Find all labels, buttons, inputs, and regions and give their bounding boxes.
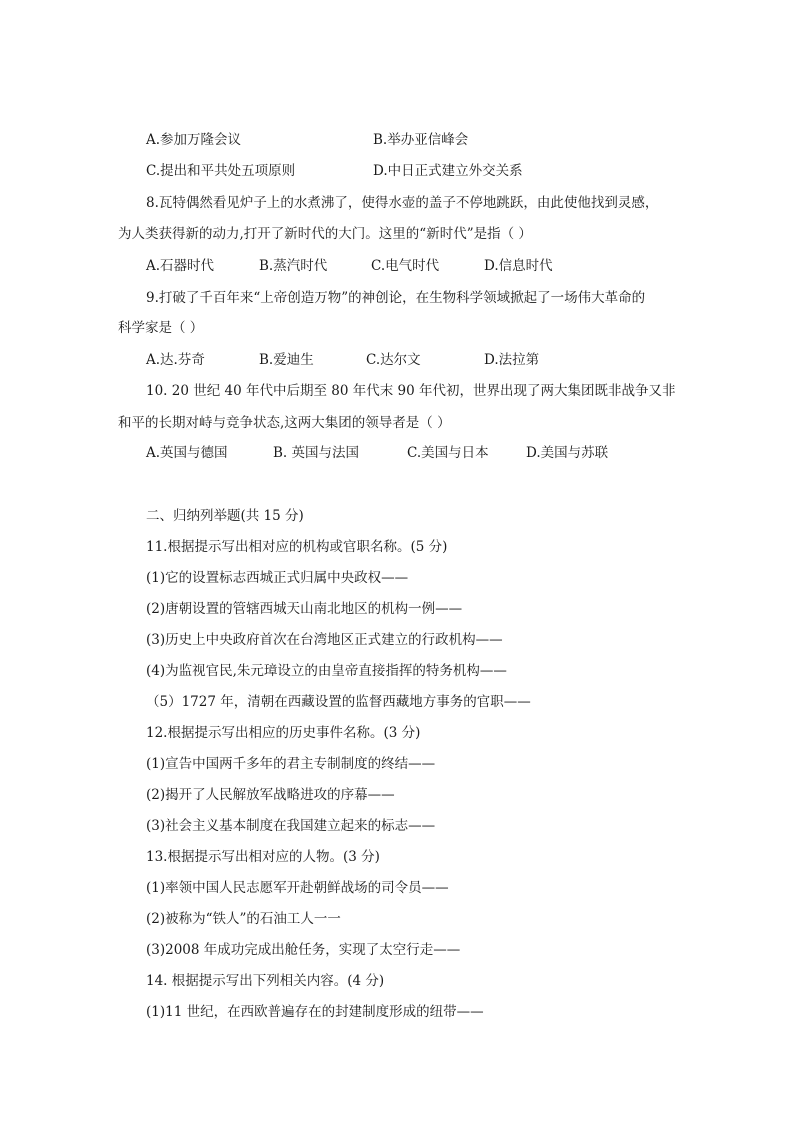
q8-option-c: C.电气时代: [371, 258, 440, 274]
q9-option-b: B.爱迪生: [259, 352, 314, 368]
q8-stem-line1: 8.瓦特偶然看见炉子上的水煮沸了，使得水壶的盖子不停地跳跃，由此使他找到灵感，: [146, 195, 659, 211]
q8-option-d: D.信息时代: [484, 258, 553, 274]
q9-stem-line2: 科学家是（ ）: [118, 320, 204, 336]
q8-option-a: A.石器时代: [146, 258, 215, 274]
section-2-title: 二、归纳列举题(共 15 分): [146, 508, 304, 524]
q10-option-d: D.美国与苏联: [526, 445, 609, 461]
q7-option-d: D.中日正式建立外交关系: [373, 163, 523, 179]
q9-option-c: C.达尔文: [366, 352, 421, 368]
q10-option-a: A.英国与德国: [146, 445, 228, 461]
q14-item-1: (1)11 世纪，在西欧普遍存在的封建制度形成的纽带——: [146, 1004, 484, 1020]
q9-option-d: D.法拉第: [484, 352, 540, 368]
q7-option-c: C.提出和平共处五项原则: [146, 163, 296, 179]
q7-option-b: B.举办亚信峰会: [373, 132, 469, 148]
q11-item-4: (4)为监视官民,朱元璋设立的由皇帝直接指挥的特务机构——: [146, 663, 507, 679]
q10-stem-line1: 10. 20 世纪 40 年代中后期至 80 年代末 90 年代初，世界出现了两大集团既非战争又非: [146, 383, 676, 399]
q11-prompt: 11.根据提示写出相对应的机构或官职名称。(5 分): [146, 539, 448, 555]
q13-item-2: (2)被称为“铁人”的石油工人一一: [146, 911, 341, 927]
q9-option-a: A.达.芬奇: [146, 352, 205, 368]
q10-option-b: B. 英国与法国: [273, 445, 360, 461]
q13-item-1: (1)率领中国人民志愿军开赴朝鲜战场的司令员——: [146, 880, 449, 896]
q10-stem-line2: 和平的长期对峙与竞争状态,这两大集团的领导者是（ ）: [118, 415, 451, 431]
q13-prompt: 13.根据提示写出相对应的人物。(3 分): [146, 849, 380, 865]
q11-item-3: (3)历史上中央政府首次在台湾地区正式建立的行政机构——: [146, 632, 503, 648]
q10-option-c: C.美国与日本: [407, 445, 489, 461]
q9-stem-line1: 9.打破了千百年来“上帝创造万物”的神创论，在生物科学领域掀起了一场伟大革命的: [146, 290, 646, 306]
q12-item-3: (3)社会主义基本制度在我国建立起来的标志——: [146, 818, 436, 834]
q8-option-b: B.蒸汽时代: [259, 258, 328, 274]
q12-prompt: 12.根据提示写出相应的历史事件名称。(3 分): [146, 725, 421, 741]
q8-stem-line2: 为人类获得新的动力,打开了新时代的大门。这里的“新时代”是指（ ）: [118, 226, 532, 242]
q11-item-1: (1)它的设置标志西城正式归属中央政权——: [146, 570, 409, 586]
q12-item-2: (2)揭开了人民解放军战略进攻的序幕——: [146, 787, 395, 803]
q14-prompt: 14. 根据提示写出下列相关内容。(4 分): [146, 973, 385, 989]
q13-item-3: (3)2008 年成功完成出舱任务，实现了太空行走——: [146, 942, 461, 958]
q11-item-5: （5）1727 年，清朝在西藏设置的监督西藏地方事务的官职——: [146, 694, 531, 710]
q11-item-2: (2)唐朝设置的管辖西城天山南北地区的机构一例——: [146, 601, 463, 617]
q12-item-1: (1)宣告中国两千多年的君主专制制度的终结——: [146, 756, 436, 772]
q7-option-a: A.参加万隆会议: [146, 132, 242, 148]
